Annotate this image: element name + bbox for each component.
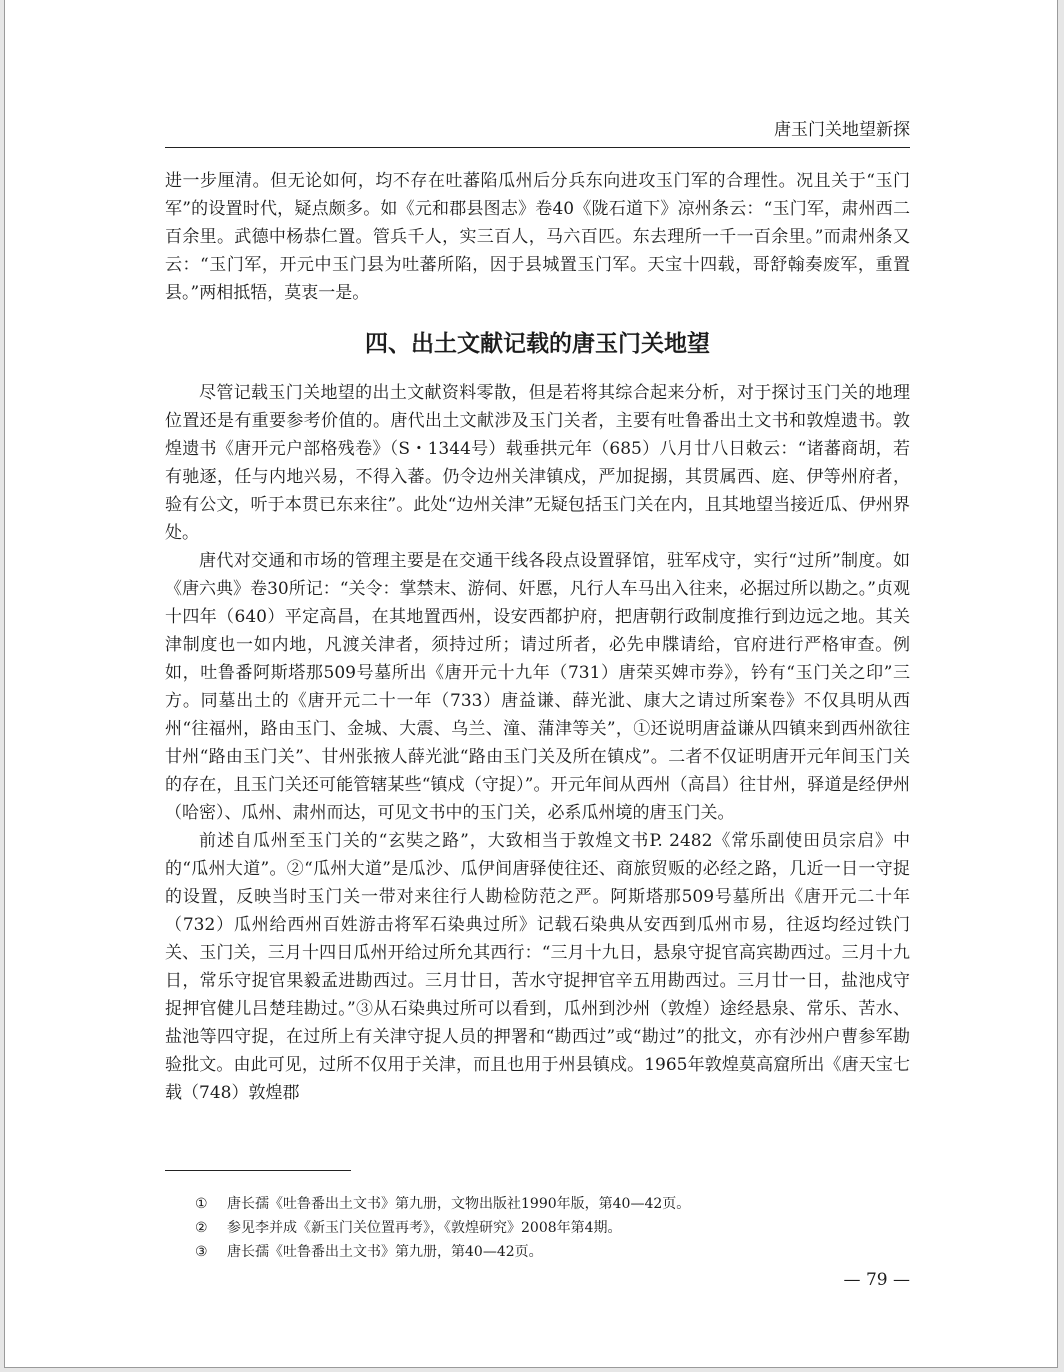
footnote-text: 唐长孺《吐鲁番出土文书》第九册，第40—42页。	[227, 1244, 543, 1260]
footnote-2	[195, 1216, 895, 1240]
footnote-1	[195, 1192, 895, 1216]
running-head: 唐玉门关地望新探	[165, 118, 910, 148]
footnote-3	[195, 1240, 895, 1264]
footnote-marker: ②	[195, 1220, 208, 1236]
page-number: — 79 —	[843, 1270, 910, 1290]
footnote-text: 参见李并成《新玉门关位置再考》，《敦煌研究》2008年第4期。	[227, 1220, 622, 1236]
footnotes	[195, 1192, 895, 1264]
paragraph-3: 前述自瓜州至玉门关的“玄奘之路”，大致相当于敦煌文书P. 2482《常乐副使田员宗启》中的“瓜州大道”。②“瓜州大道”是瓜沙、瓜伊间唐驿使往还、商旅贸贩的必经之路，几近一日一守捉的设置，反映当时玉门关一带对来往行人勘检防范之严。阿斯塔那509号墓所出《唐开元二十年（732）瓜州给西州百姓游击将军石染典过所》记载石染典从安西到瓜州市易，往返均经过铁门关、玉门关，三月十四日瓜州开给过所允其西行：“三月十九日，悬泉守捉官高宾勘西过。三月十九日，常乐守捉官果毅孟进勘西过。三月廿日，苦水守捉押官辛五用勘西过。三月廿一日，盐池戍守捉押官健儿吕楚珪勘过。”③从石染典过所可以看到，瓜州到沙州（敦煌）途经悬泉、常乐、苦水、盐池等四守捉，在过所上有关津守捉人员的押署和“勘西过”或“勘过”的批文，亦有沙州户曹参军勘验批文。由此可见，过所不仅用于关津，而且也用于州县镇戍。1965年敦煌莫高窟所出《唐天宝七载（748）敦煌郡	[165, 831, 910, 1103]
paragraph-2: 唐代对交通和市场的管理主要是在交通干线各段点设置驿馆，驻军戍守，实行“过所”制度。如《唐六典》卷30所记：“关令：掌禁末、游伺、奸慝，凡行人车马出入往来，必据过所以勘之。”贞观十四年（640）平定高昌，在其地置西州，设安西都护府，把唐朝行政制度推行到边远之地。其关津制度也一如内地，凡渡关津者，须持过所；请过所者，必先申牒请给，官府进行严格审查。例如，吐鲁番阿斯塔那509号墓所出《唐开元十九年（731）唐荣买婢市券》，钤有“玉门关之印”三方。同墓出土的《唐开元二十一年（733）唐益谦、薛光泚、康大之请过所案卷》不仅具明从西州“往福州，路由玉门、金城、大震、乌兰、潼、蒲津等关”，①还说明唐益谦从四镇来到西州欲往甘州“路由玉门关”、甘州张掖人薛光泚“路由玉门关及所在镇戍”。二者不仅证明唐开元年间玉门关的存在，且玉门关还可能管辖某些“镇戍（守捉）”。开元年间从西州（高昌）往甘州，驿道是经伊州（哈密）、瓜州、肃州而达，可见文书中的玉门关，必系瓜州境的唐玉门关。	[165, 551, 910, 823]
section-title: 四、出土文献记载的唐玉门关地望	[365, 330, 710, 357]
footnote-marker: ③	[195, 1244, 208, 1260]
body-text	[165, 167, 910, 1107]
footnote-marker: ①	[195, 1196, 208, 1212]
footnote-text: 唐长孺《吐鲁番出土文书》第九册，文物出版社1990年版，第40—42页。	[227, 1196, 691, 1212]
paragraph-continued: 进一步厘清。但无论如何，均不存在吐蕃陷瓜州后分兵东向进攻玉门军的合理性。况且关于“玉门军”的设置时代，疑点颇多。如《元和郡县图志》卷40《陇石道下》凉州条云：“玉门军，肃州西二百余里。武德中杨恭仁置。管兵千人，实三百人，马六百匹。东去理所一千一百余里。”而肃州条又云：“玉门军，开元中玉门县为吐蕃所陷，因于县城置玉门军。天宝十四载，哥舒翰奏废军，重置县。”两相抵牾，莫衷一是。	[165, 171, 910, 303]
paragraph-1: 尽管记载玉门关地望的出土文献资料零散，但是若将其综合起来分析，对于探讨玉门关的地理位置还是有重要参考价值的。唐代出土文献涉及玉门关者，主要有吐鲁番出土文书和敦煌遗书。敦煌遗书《唐开元户部格残卷》（S・1344号）载垂拱元年（685）八月廿八日敕云：“诸蕃商胡，若有驰逐，任与内地兴易，不得入蕃。仍令边州关津镇戍，严加捉搦，其贯属西、庭、伊等州府者，验有公文，听于本贯已东来往”。此处“边州关津”无疑包括玉门关在内，且其地望当接近瓜、伊州界处。	[165, 383, 910, 543]
footnote-divider	[165, 1170, 351, 1171]
book-page	[4, 0, 1058, 1368]
